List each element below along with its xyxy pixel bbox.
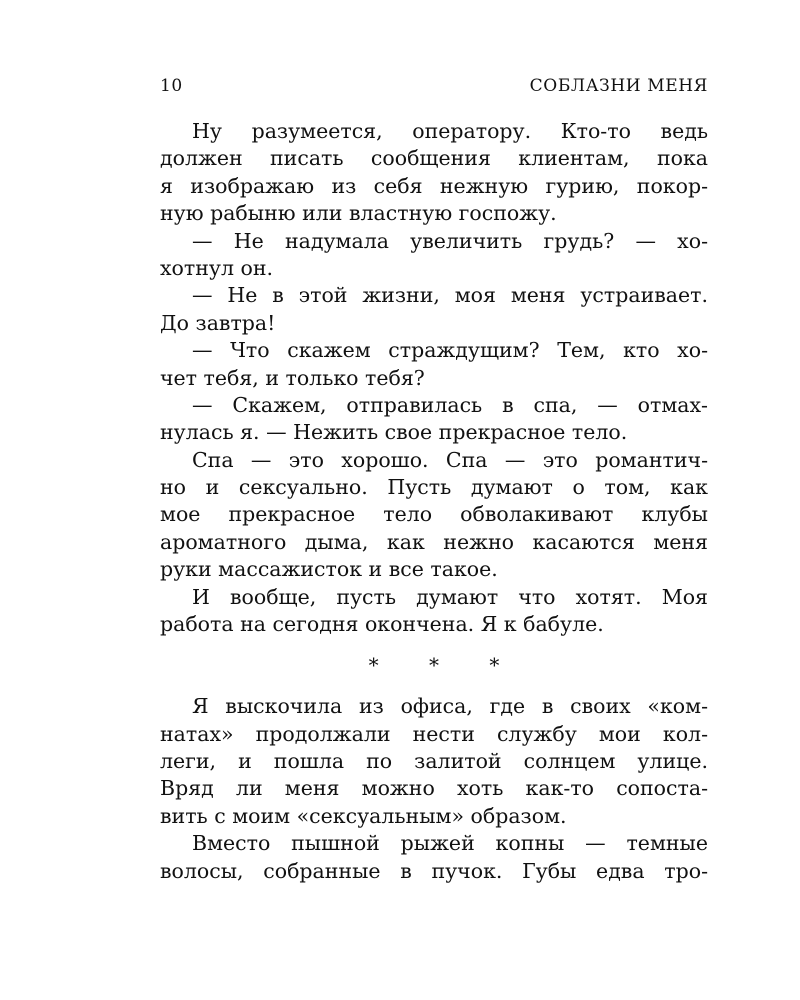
text-line: натах» продолжали нести службу мои кол- xyxy=(160,721,708,746)
section-separator: * * * xyxy=(368,653,522,678)
text-line: До завтра! xyxy=(160,310,276,335)
text-line: работа на сегодня окончена. Я к бабуле. xyxy=(160,612,604,637)
text-line: но и сексуально. Пусть думают о том, как xyxy=(160,475,708,500)
text-line: я изображаю из себя нежную гурию, покор- xyxy=(160,173,708,198)
page-number: 10 xyxy=(160,76,183,96)
text-line: должен писать сообщения клиентам, пока xyxy=(160,146,708,171)
text-line: хотнул он. xyxy=(160,255,274,280)
text-line: вить с моим «сексуальным» образом. xyxy=(160,803,567,828)
text-line: Спа — это хорошо. Спа — это романтич- xyxy=(192,447,708,472)
text-line: руки массажисток и все такое. xyxy=(160,557,498,582)
text-line: ароматного дыма, как нежно касаются меня xyxy=(160,529,708,554)
text-line: — Скажем, отправилась в спа, — отмах- xyxy=(192,392,708,417)
text-line: Ну разумеется, оператору. Кто-то ведь xyxy=(192,119,708,143)
text-line: леги, и пошла по залитой солнцем улице. xyxy=(160,749,708,773)
text-line: — Не надумала увеличить грудь? — хо- xyxy=(192,228,708,253)
book-title: СОБЛАЗНИ МЕНЯ xyxy=(529,76,708,96)
text-section-after-break xyxy=(160,693,708,885)
running-head xyxy=(160,76,708,100)
text-line: И вообще, пусть думают что хотят. Моя xyxy=(192,584,708,609)
body-text xyxy=(160,118,708,885)
text-line: — Что скажем страждущим? Тем, кто хо- xyxy=(192,338,708,363)
text-line: нулась я. — Нежить свое прекрасное тело. xyxy=(160,420,628,445)
text-line: Вместо пышной рыжей копны — темные xyxy=(192,831,708,856)
text-line: ную рабыню или властную госпожу. xyxy=(160,201,557,226)
text-line: мое прекрасное тело обволакивают клубы xyxy=(160,502,708,527)
text-line: волосы, собранные в пучок. Губы едва тро- xyxy=(160,858,708,883)
text-section-before-break xyxy=(160,118,708,638)
text-line: — Не в этой жизни, моя меня устраивает. xyxy=(192,283,708,308)
text-line: Вряд ли меня можно хоть как-то сопоста- xyxy=(160,776,708,801)
text-line: Я выскочила из офиса, где в своих «ком- xyxy=(192,694,708,719)
text-line: чет тебя, и только тебя? xyxy=(160,365,425,390)
